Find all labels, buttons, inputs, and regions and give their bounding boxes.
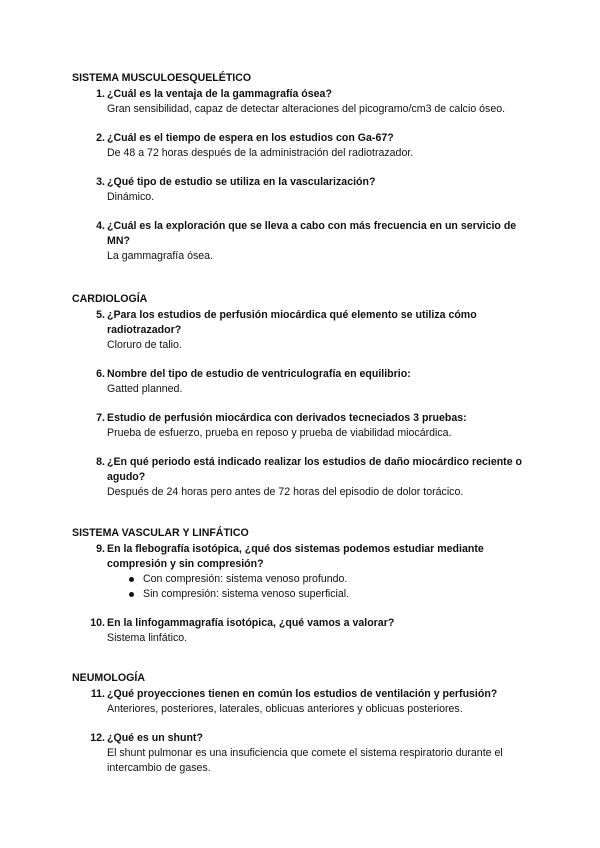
question-item <box>72 731 542 776</box>
section-neumologia <box>72 671 542 776</box>
question-item <box>72 411 542 441</box>
section-cardiologia <box>72 292 542 500</box>
bullet-item: Sin compresión: sistema venoso superficial. <box>129 587 542 602</box>
question-number: 12. <box>90 732 105 744</box>
section-vascular-linfatico <box>72 526 542 646</box>
section-title: CARDIOLOGÍA <box>72 293 148 305</box>
question-number: 5. <box>96 309 105 321</box>
question-number: 4. <box>96 220 105 232</box>
question-text: ¿Qué es un shunt? <box>107 732 203 744</box>
question-number: 1. <box>96 88 105 100</box>
question-item <box>72 219 542 264</box>
answer-text: Gran sensibilidad, capaz de detectar alteraciones del picogramo/cm3 de calcio óseo. <box>107 103 506 115</box>
question-item <box>72 542 542 602</box>
question-text: En la flebografía isotópica, ¿qué dos sistemas podemos estudiar mediante compresión y sin compresión? <box>107 543 484 570</box>
answer-text: Dinámico. <box>107 191 155 203</box>
question-item <box>72 367 542 397</box>
answer-text: Sistema linfático. <box>107 632 188 644</box>
answer-text: Cloruro de talio. <box>107 339 182 351</box>
section-musculoesqueletico <box>72 71 542 264</box>
question-number: 6. <box>96 368 105 380</box>
question-text: Nombre del tipo de estudio de ventriculografía en equilibrio: <box>107 368 411 380</box>
question-number: 2. <box>96 132 105 144</box>
bullet-item: Con compresión: sistema venoso profundo. <box>129 572 542 587</box>
question-number: 8. <box>96 456 105 468</box>
question-item <box>72 455 542 500</box>
question-text: ¿Qué tipo de estudio se utiliza en la vascularización? <box>107 176 376 188</box>
question-item <box>72 616 542 646</box>
question-item <box>72 308 542 353</box>
question-text: ¿Cuál es el tiempo de espera en los estudios con Ga-67? <box>107 132 394 144</box>
question-item <box>72 175 542 205</box>
question-item <box>72 131 542 161</box>
section-title: SISTEMA VASCULAR Y LINFÁTICO <box>72 527 249 539</box>
question-text: ¿Cuál es la exploración que se lleva a cabo con más frecuencia en un servicio de MN? <box>107 220 517 247</box>
question-text: ¿Para los estudios de perfusión miocárdica qué elemento se utiliza cómo radiotrazador? <box>107 309 477 336</box>
question-number: 3. <box>96 176 105 188</box>
answer-text: De 48 a 72 horas después de la administración del radiotrazador. <box>107 147 414 159</box>
question-item <box>72 87 542 117</box>
question-text: En la linfogammagrafía isotópica, ¿qué vamos a valorar? <box>107 617 395 629</box>
answer-text: Después de 24 horas pero antes de 72 horas del episodio de dolor torácico. <box>107 486 464 498</box>
question-number: 10. <box>90 617 105 629</box>
question-item <box>72 687 542 717</box>
answer-text: Anteriores, posteriores, laterales, oblicuas anteriores y oblicuas posteriores. <box>107 703 463 715</box>
question-text: ¿Qué proyecciones tienen en común los estudios de ventilación y perfusión? <box>107 688 498 700</box>
answer-text: Prueba de esfuerzo, prueba en reposo y prueba de viabilidad miocárdica. <box>107 427 452 439</box>
answer-text: Gatted planned. <box>107 383 183 395</box>
question-text: Estudio de perfusión miocárdica con derivados tecneciados 3 pruebas: <box>107 412 467 424</box>
question-text: ¿En qué periodo está indicado realizar los estudios de daño miocárdico reciente o agudo? <box>107 456 523 483</box>
section-title: NEUMOLOGÍA <box>72 672 145 684</box>
question-number: 7. <box>96 412 105 424</box>
answer-text: El shunt pulmonar es una insuficiencia que comete el sistema respiratorio durante el intercambio de gases. <box>107 747 503 774</box>
question-number: 9. <box>96 543 105 555</box>
question-text: ¿Cuál es la ventaja de la gammagrafía ósea? <box>107 88 332 100</box>
answer-text: La gammagrafía ósea. <box>107 250 213 262</box>
answer-bullet-list <box>72 572 542 602</box>
question-number: 11. <box>90 688 105 700</box>
section-title: SISTEMA MUSCULOESQUELÉTICO <box>72 72 252 84</box>
